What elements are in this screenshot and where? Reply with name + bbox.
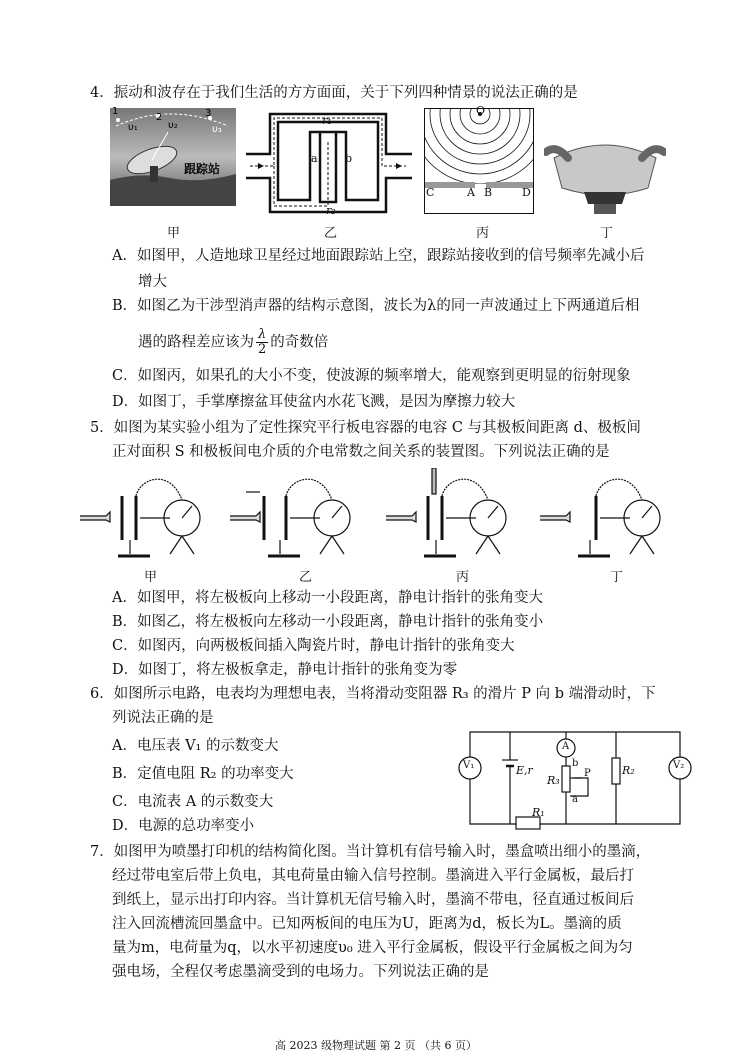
fig-bing-B: B bbox=[484, 186, 493, 199]
q5-stem-line2: 正对面积 S 和极板间电介质的介电常数之间关系的装置图。下列说法正确的是 bbox=[112, 444, 610, 460]
q5-fig-label-jia: 甲 bbox=[144, 570, 158, 585]
q4-option-b-text-b: 的奇数倍 bbox=[270, 334, 329, 351]
q5-fig-label-bing: 丙 bbox=[456, 570, 470, 585]
page-footer: 高 2023 级物理试题 第 2 页 （共 6 页） bbox=[275, 1039, 477, 1052]
fig-bing-D: D bbox=[522, 186, 531, 199]
speed-1-wrap bbox=[128, 122, 138, 133]
circuit-R1: R₁ bbox=[532, 806, 545, 819]
q6-option-c: C．电流表 A 的示数变大 bbox=[112, 794, 274, 810]
q4-figure-ding bbox=[544, 138, 666, 218]
point-1: 1 bbox=[112, 106, 119, 117]
q5-option-b: B．如图乙，将左极板向左移动一小段距离，静电计指针的张角变小 bbox=[112, 614, 544, 630]
speed-2: υ₂ bbox=[168, 120, 178, 131]
q6-circuit bbox=[458, 724, 692, 834]
q5-figures bbox=[80, 468, 692, 568]
circuit-V1: V₁ bbox=[463, 760, 475, 771]
point-3-wrap bbox=[205, 108, 211, 119]
circuit-b: b bbox=[572, 758, 579, 769]
fig-yi-a: a bbox=[311, 152, 318, 165]
q6-option-d: D．电源的总功率变小 bbox=[112, 818, 255, 834]
q6-option-a: A．电压表 V₁ 的示数变大 bbox=[112, 738, 279, 754]
circuit-R3: R₃ bbox=[547, 774, 560, 787]
q4-option-c: C．如图丙，如果孔的大小不变，使波源的频率增大，能观察到更明显的衍射现象 bbox=[112, 368, 631, 384]
q4-stem: 4．振动和波存在于我们生活的方方面面，关于下列四种情景的说法正确的是 bbox=[90, 85, 578, 101]
q5-option-d: D．如图丁，将左极板拿走，静电计指针的张角变为零 bbox=[112, 662, 458, 678]
q6-stem-line2: 列说法正确的是 bbox=[112, 710, 214, 726]
fig-yi-r2: r₂ bbox=[326, 204, 336, 217]
circuit-Er: E,r bbox=[516, 764, 533, 777]
point-2-wrap bbox=[156, 112, 162, 123]
q5-option-a: A．如图甲，将左极板向上移动一小段距离，静电计指针的张角变大 bbox=[112, 590, 543, 606]
q4-fig-label-jia: 甲 bbox=[167, 226, 181, 241]
circuit-a: a bbox=[572, 794, 578, 805]
q7-line-3: 到纸上，显示出打印内容。当计算机无信号输入时，墨滴不带电，径直通过板间后 bbox=[112, 892, 634, 908]
q4-option-d: D．如图丁，手掌摩擦盆耳使盆内水花飞溅，是因为摩擦力较大 bbox=[112, 394, 516, 410]
fig-bing-C: C bbox=[426, 186, 435, 199]
speed-2-wrap bbox=[168, 120, 178, 131]
speed-3: υ₃ bbox=[212, 124, 222, 135]
speed-1: υ₁ bbox=[128, 122, 138, 133]
point-2: 2 bbox=[156, 112, 163, 123]
q5-fig-label-yi: 乙 bbox=[299, 570, 313, 585]
fig-yi-b: b bbox=[345, 152, 353, 165]
q4-option-b-line2 bbox=[138, 328, 328, 357]
fraction-denominator: 2 bbox=[258, 342, 267, 357]
q5-option-c: C．如图丙，向两极板间插入陶瓷片时，静电计指针的张角变大 bbox=[112, 638, 515, 654]
q4-fig-jia-points bbox=[112, 106, 118, 117]
fig-yi-r1: r₁ bbox=[322, 114, 332, 127]
q4-option-b-text-a: 遇的路程差应该为 bbox=[138, 334, 254, 351]
q7-line-5: 量为m，电荷量为q，以水平初速度υ₀ 进入平行金属板，假设平行金属板之间为匀 bbox=[112, 940, 633, 956]
q5-stem-line1: 5．如图为某实验小组为了定性探究平行板电容器的电容 C 与其极板间距离 d、极板间 bbox=[90, 420, 641, 436]
q4-figure-bing bbox=[424, 108, 534, 214]
lambda-over-2-fraction bbox=[256, 328, 268, 357]
q4-fig-label-bing: 丙 bbox=[476, 226, 490, 241]
q4-option-a-line2: 增大 bbox=[138, 274, 167, 290]
circuit-R2: R₂ bbox=[622, 764, 635, 777]
q7-line-2: 经过带电室后带上负电，其电荷量由输入信号控制。墨滴进入平行金属板，最后打 bbox=[112, 868, 634, 884]
q4-option-b-line1: B．如图乙为干涉型消声器的结构示意图，波长为λ的同一声波通过上下两通道后相 bbox=[112, 298, 640, 314]
circuit-P: P bbox=[584, 768, 591, 779]
q4-option-a-line1: A．如图甲，人造地球卫星经过地面跟踪站上空，跟踪站接收到的信号频率先减小后 bbox=[112, 248, 645, 264]
speed-3-wrap bbox=[212, 124, 222, 135]
q4-fig-label-yi: 乙 bbox=[324, 226, 338, 241]
fig-bing-A: A bbox=[467, 186, 475, 199]
q5-fig-label-ding: 丁 bbox=[610, 570, 624, 585]
circuit-A: A bbox=[562, 741, 570, 752]
q7-line-4: 注入回流槽流回墨盒中。已知两板间的电压为U，距离为d，板长为L。墨滴的质 bbox=[112, 916, 622, 932]
q7-line-1: 7．如图甲为喷墨打印机的结构简化图。当计算机有信号输入时，墨盒喷出细小的墨滴， bbox=[90, 844, 651, 860]
fraction-numerator: λ bbox=[256, 328, 268, 343]
point-3: 3 bbox=[205, 108, 212, 119]
circuit-V2: V₂ bbox=[673, 760, 685, 771]
q7-line-6: 强电场，全程仅考虑墨滴受到的电场力。下列说法正确的是 bbox=[112, 964, 489, 980]
q6-stem-line1: 6．如图所示电路，电表均为理想电表，当将滑动变阻器 R₃ 的滑片 P 向 b 端滑动时，下 bbox=[90, 686, 656, 702]
tracking-station-label: 跟踪站 bbox=[184, 162, 221, 176]
q4-fig-label-ding: 丁 bbox=[600, 226, 614, 241]
fig-bing-O: O bbox=[476, 104, 486, 117]
q6-option-b: B．定值电阻 R₂ 的功率变大 bbox=[112, 766, 294, 782]
